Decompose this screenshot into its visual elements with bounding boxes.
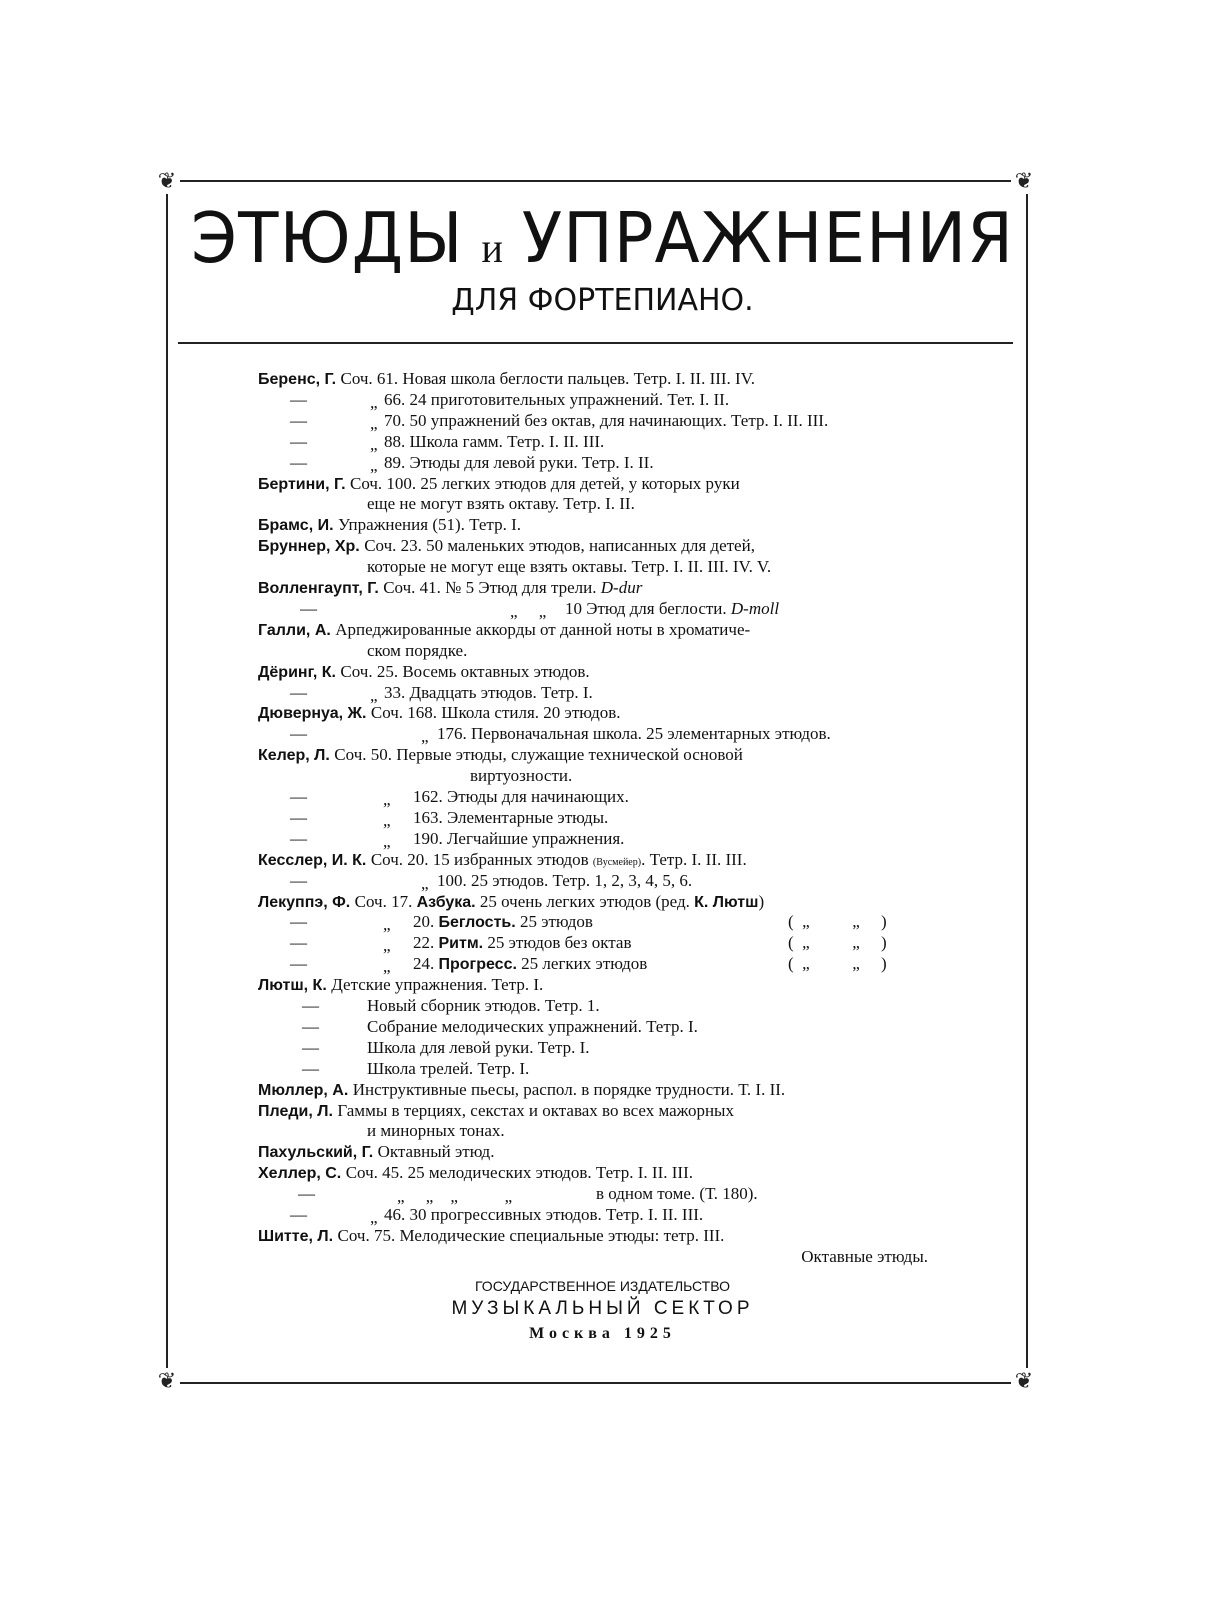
entry-text: Соч. 25. Восемь октавных этюдов. [340, 661, 590, 681]
ditto-mark: „ [370, 392, 378, 412]
entry-text: Детские упражнения. Тетр. I. [331, 975, 544, 995]
entry-text: в одном томе. (Т. 180). [596, 1184, 758, 1204]
entry-text-line [367, 1058, 529, 1079]
entry-text-line [470, 765, 572, 786]
entry-text-line [413, 911, 593, 932]
entry-line [258, 368, 928, 389]
entry-text: 163. Элементарные этюды. [413, 807, 609, 827]
ditto-dash: — [290, 452, 307, 472]
entry-text: и минорных тонах. [367, 1121, 505, 1141]
entry-text: ) [758, 891, 765, 911]
ditto-dash: — [290, 870, 307, 890]
entry-text: 190. Легчайшие упражнения. [413, 828, 625, 848]
entry-bold-title: К. Лютш [694, 893, 759, 911]
corner-ornament-icon: ❦ [154, 168, 180, 194]
composer-name: Беренс, Г. [258, 371, 341, 388]
composer-name: Кесслер, И. К. [258, 851, 371, 869]
entry-line [258, 514, 928, 535]
entry-text: 100. 25 этюдов. Тетр. 1, 2, 3, 4, 5, 6. [437, 870, 693, 890]
entry-line [258, 535, 928, 556]
editor-ditto: ( „ „ ) [788, 954, 887, 974]
composer-name: Дювернуа, Ж. [258, 705, 371, 723]
entry-bold-title: Азбука. [416, 893, 476, 911]
ditto-mark: „ [370, 413, 378, 433]
ditto-mark: „ [370, 434, 378, 454]
ditto-mark: „ [383, 915, 391, 935]
entry-text: 25 этюдов без октав [483, 933, 632, 953]
ditto-mark: „ [383, 831, 391, 851]
editor-ditto: ( „ „ ) [788, 933, 887, 953]
corner-ornament-icon: ❦ [154, 1368, 180, 1394]
entry-text: 162. Этюды для начинающих. [413, 787, 629, 806]
ditto-dash: — [290, 912, 307, 932]
entry-text: Соч. 75. Мелодические специальные этюды: тетр. III. [337, 1225, 725, 1245]
ditto-mark: „ „ „ „ [397, 1187, 513, 1207]
entry-text-line [367, 1120, 505, 1141]
ditto-dash: — [290, 933, 307, 953]
entry-text: Соч. 17. [354, 891, 417, 911]
entry-text-line [367, 995, 600, 1016]
entry-key: D-dur [600, 578, 643, 597]
ditto-dash: — [290, 807, 307, 827]
entry-line [258, 1100, 928, 1121]
ditto-mark: „ [383, 810, 391, 830]
entry-text: еще не могут взять октаву. Тетр. I. II. [367, 494, 635, 514]
entry-line [258, 1079, 928, 1100]
entry-text: 176. Первоначальная школа. 25 элементарных этюдов. [437, 724, 831, 744]
entry-text-line [596, 1183, 758, 1204]
entry-text-line [437, 723, 831, 744]
ditto-dash: — [290, 828, 307, 848]
composer-name: Брамс, И. [258, 517, 338, 535]
ditto-mark: „ [421, 727, 429, 747]
ditto-dash: — [290, 389, 307, 409]
entry-text: 66. 24 приготовительных упражнений. Тет. I. II. [384, 389, 730, 409]
entry-text-line [565, 598, 779, 619]
entry-line [258, 849, 928, 870]
entry-text-line [384, 431, 604, 452]
ditto-mark: „ [383, 790, 391, 809]
entry-bold-title: Беглость. [438, 914, 516, 932]
entry-text-line [384, 410, 828, 431]
ditto-mark: „ [421, 873, 429, 893]
entry-text-line [367, 1037, 590, 1058]
composer-name: Бруннер, Хр. [258, 538, 365, 556]
entry-text: Арпеджированные аккорды от данной ноты в хроматиче- [335, 619, 751, 639]
editor-ditto: ( „ „ ) [788, 912, 887, 932]
ditto-dash: — [302, 1058, 319, 1078]
entry-text: 20. [413, 912, 439, 932]
entry-text: 25 этюдов [515, 912, 593, 932]
entry-text-line [384, 1204, 703, 1225]
entry-text-line [384, 389, 729, 410]
composer-name: Галли, А. [258, 621, 336, 639]
ditto-dash: — [302, 996, 319, 1015]
ditto-dash: — [290, 682, 307, 702]
entry-line [258, 974, 928, 995]
corner-ornament-icon: ❦ [1011, 1368, 1037, 1394]
publisher-name: ГОСУДАРСТВЕННОЕ ИЗДАТЕЛЬСТВО [475, 1278, 730, 1294]
entry-line [258, 891, 928, 912]
composer-name: Пахульский, Г. [258, 1144, 378, 1162]
entry-text: 25 очень легких этюдов (ред. [475, 891, 695, 911]
ditto-dash: — [290, 787, 307, 806]
city-year: Москва 1925 [529, 1325, 676, 1342]
entry-text: Соч. 61. Новая школа беглости пальцев. Тетр. I. II. III. IV. [340, 369, 756, 388]
entry-text: которые не могут еще взять октавы. Тетр. I. II. III. IV. V. [367, 557, 772, 577]
entry-line [258, 661, 928, 682]
entry-text: Упражнения (51). Тетр. I. [337, 515, 521, 535]
entry-bold-title: Прогресс. [438, 956, 517, 974]
entry-line [258, 577, 928, 598]
entry-text-line [413, 932, 632, 953]
composer-name: Дёринг, К. [258, 663, 341, 681]
entry-text: Октавный этюд. [377, 1142, 495, 1162]
entry-line [258, 1141, 928, 1162]
entry-line [258, 744, 928, 765]
entry-text: 46. 30 прогрессивных этюдов. Тетр. I. II. III. [384, 1205, 704, 1224]
entry-text-line [437, 870, 692, 891]
title-conjunction: и [481, 224, 504, 272]
ditto-dash: — [298, 1184, 315, 1204]
entry-text: Школа трелей. Тетр. I. [367, 1058, 530, 1078]
entry-text: Соч. 50. Первые этюды, служащие технической основой [334, 745, 743, 765]
ditto-dash: — [290, 724, 307, 744]
ditto-mark: „ [370, 455, 378, 475]
entry-text: Школа для левой руки. Тетр. I. [367, 1037, 590, 1057]
entry-text-line [367, 493, 635, 514]
page-title [0, 198, 1205, 279]
entry-text-line [367, 556, 771, 577]
entry-text-line [367, 640, 467, 661]
entry-line [258, 1162, 928, 1183]
entry-text: 33. Двадцать этюдов. Тетр. I. [384, 682, 593, 702]
entry-text: Собрание мелодических упражнений. Тетр. I. [367, 1016, 698, 1036]
ditto-dash: — [290, 1205, 307, 1224]
entry-text: Соч. 168. Школа стиля. 20 этюдов. [370, 703, 621, 723]
composer-name: Хеллер, С. [258, 1165, 346, 1183]
ditto-mark: „ [383, 957, 391, 977]
entry-text: 88. Школа гамм. Тетр. I. II. III. [384, 431, 605, 451]
ditto-dash: — [290, 410, 307, 430]
entry-text: Новый сборник этюдов. Тетр. 1. [367, 996, 600, 1015]
composer-name: Шитте, Л. [258, 1227, 338, 1245]
entry-text-line [413, 953, 647, 974]
entry-line [258, 702, 928, 723]
composer-name: Пледи, Л. [258, 1102, 338, 1120]
entry-key: D-moll [730, 598, 780, 618]
entry-text: 22. [413, 933, 439, 953]
entry-text: 89. Этюды для левой руки. Тетр. I. II. [384, 452, 654, 472]
entry-text: . Тетр. I. II. III. [641, 849, 747, 869]
entry-text-line [367, 1016, 698, 1037]
entry-text: Соч. 23. 50 маленьких этюдов, написанных для детей, [364, 536, 755, 556]
entry-text: Соч. 100. 25 легких этюдов для детей, у которых руки [349, 473, 740, 493]
ditto-mark: „ [370, 1208, 378, 1227]
ditto-mark: „ [383, 936, 391, 956]
entry-text: Октавные этюды. [801, 1246, 928, 1266]
title-part1: ЭТЮДЫ [191, 198, 464, 279]
entry-text: 24. [413, 954, 439, 974]
ditto-dash: — [300, 598, 317, 618]
entry-text-line [384, 452, 654, 473]
entry-text-line [413, 807, 608, 828]
entry-text: 25 легких этюдов [516, 954, 648, 974]
page-subtitle: ДЛЯ ФОРТЕПИАНО. [451, 283, 754, 318]
title-part2: УПРАЖНЕНИЯ [521, 198, 1014, 279]
ditto-dash: — [302, 1037, 319, 1057]
entry-text: Гаммы в терциях, секстах и октавах во всех мажорных [337, 1100, 734, 1120]
entry-text: ском порядке. [367, 640, 468, 660]
composer-name: Лютш, К. [258, 977, 332, 995]
entry-line [258, 619, 928, 640]
entry-text-line [413, 786, 629, 807]
composer-name: Мюллер, А. [258, 1081, 353, 1099]
ditto-mark: „ [370, 685, 378, 705]
entry-text: Соч. 41. № 5 Этюд для трели. [383, 578, 601, 597]
entry-line [258, 1225, 928, 1246]
entry-text: 10 Этюд для беглости. [565, 598, 731, 618]
entry-text: Инструктивные пьесы, распол. в порядке трудности. Т. I. II. [352, 1079, 786, 1099]
entry-bold-title: Ритм. [438, 935, 484, 953]
entry-text: виртуозности. [470, 766, 573, 786]
entry-text: Соч. 20. 15 избранных этюдов [370, 849, 593, 869]
composer-name: Бертини, Г. [258, 475, 350, 493]
entry-text: 70. 50 упражнений без октав, для начинающих. Тетр. I. II. III. [384, 410, 829, 430]
entry-editor-note: (Вусмейер) [592, 856, 642, 868]
ditto-dash: — [302, 1016, 319, 1036]
ditto-dash: — [290, 954, 307, 974]
entry-text: Соч. 45. 25 мелодических этюдов. Тетр. I. II. III. [345, 1163, 693, 1183]
publisher-sector: МУЗЫКАЛЬНЫЙ СЕКТОР [451, 1298, 754, 1319]
composer-name: Лекуппэ, Ф. [258, 893, 355, 911]
title-divider [178, 342, 1013, 344]
entry-text-line [384, 682, 593, 703]
entry-text-line [413, 828, 624, 849]
corner-ornament-icon: ❦ [1011, 168, 1037, 194]
composer-name: Келер, Л. [258, 747, 335, 765]
ditto-dash: — [290, 431, 307, 451]
entry-continuation [801, 1246, 928, 1267]
composer-name: Волленгаупт, Г. [258, 580, 384, 597]
ditto-mark: „ „ [510, 601, 547, 621]
entry-line [258, 473, 928, 494]
